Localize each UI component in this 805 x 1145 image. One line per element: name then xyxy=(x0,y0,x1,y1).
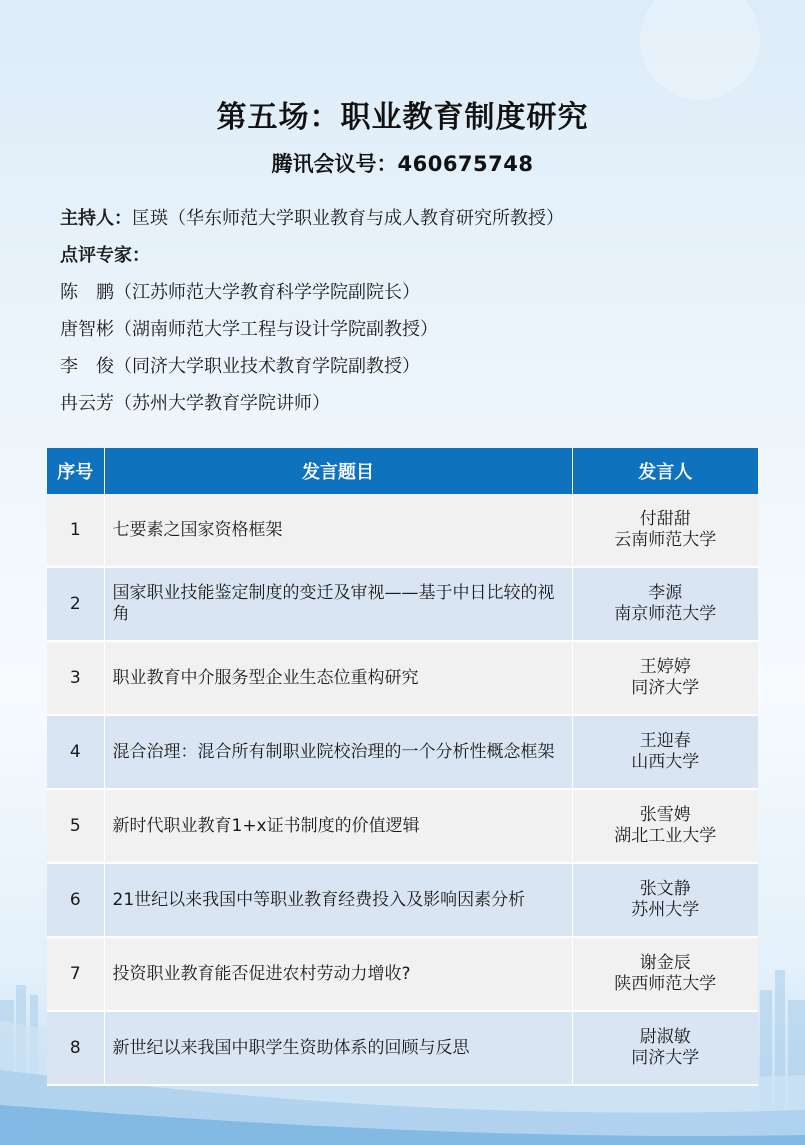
speaker-org: 陕西师范大学 xyxy=(614,974,717,994)
reviewers-label: 点评专家： xyxy=(60,245,150,266)
meeting-id xyxy=(0,148,805,178)
table-row xyxy=(47,494,758,567)
row-speaker xyxy=(572,937,758,1011)
speaker-name: 付甜甜 xyxy=(639,509,691,529)
table-row xyxy=(47,715,758,789)
speaker-name: 王婷婷 xyxy=(639,657,691,677)
table-row xyxy=(47,641,758,715)
row-speaker xyxy=(572,1011,758,1085)
row-speaker xyxy=(572,789,758,863)
host-line xyxy=(60,200,760,237)
row-speaker xyxy=(572,641,758,715)
speaker-name: 张雪娉 xyxy=(639,805,691,825)
row-speaker xyxy=(572,567,758,641)
speaker-name: 王迎春 xyxy=(639,731,691,751)
speaker-name: 尉淑敏 xyxy=(639,1027,691,1047)
row-number: 4 xyxy=(47,715,104,789)
row-topic: 21世纪以来我国中等职业教育经费投入及影响因素分析 xyxy=(104,863,572,937)
speaker-org: 云南师范大学 xyxy=(614,530,717,550)
reviewer-item: 冉云芳（苏州大学教育学院讲师） xyxy=(60,393,330,414)
speaker-org: 苏州大学 xyxy=(631,900,700,920)
row-number: 3 xyxy=(47,641,104,715)
row-speaker xyxy=(572,494,758,567)
row-topic: 国家职业技能鉴定制度的变迁及审视——基于中日比较的视角 xyxy=(104,567,572,641)
table-row xyxy=(47,1011,758,1085)
row-topic: 混合治理：混合所有制职业院校治理的一个分析性概念框架 xyxy=(104,715,572,789)
session-info xyxy=(60,200,760,422)
speaker-name: 张文静 xyxy=(639,879,691,899)
row-number: 5 xyxy=(47,789,104,863)
table-header-row xyxy=(47,448,758,494)
table-row xyxy=(47,789,758,863)
row-number: 7 xyxy=(47,937,104,1011)
row-topic: 职业教育中介服务型企业生态位重构研究 xyxy=(104,641,572,715)
table-row xyxy=(47,567,758,641)
schedule-table xyxy=(47,448,758,1086)
reviewer-item: 李 俊（同济大学职业技术教育学院副教授） xyxy=(60,356,420,377)
speaker-name: 谢金辰 xyxy=(639,953,691,973)
meeting-id-number: 460675748 xyxy=(397,152,534,176)
row-speaker xyxy=(572,863,758,937)
speaker-org: 南京师范大学 xyxy=(614,604,717,624)
speaker-org: 同济大学 xyxy=(631,678,700,698)
host-label: 主持人： xyxy=(60,208,132,229)
row-topic: 七要素之国家资格框架 xyxy=(104,494,572,567)
table-row xyxy=(47,863,758,937)
host-value: 匡瑛（华东师范大学职业教育与成人教育研究所教授） xyxy=(132,208,564,229)
row-speaker xyxy=(572,715,758,789)
reviewer-item: 陈 鹏（江苏师范大学教育科学学院副院长） xyxy=(60,282,420,303)
speaker-org: 同济大学 xyxy=(631,1048,700,1068)
speaker-org: 湖北工业大学 xyxy=(614,826,717,846)
meeting-id-label: 腾讯会议号： xyxy=(271,152,398,176)
row-topic: 投资职业教育能否促进农村劳动力增收? xyxy=(104,937,572,1011)
header-topic: 发言题目 xyxy=(104,448,572,494)
table-row xyxy=(47,937,758,1011)
row-topic: 新世纪以来我国中职学生资助体系的回顾与反思 xyxy=(104,1011,572,1085)
reviewer-item: 唐智彬（湖南师范大学工程与设计学院副教授） xyxy=(60,319,438,340)
row-number: 8 xyxy=(47,1011,104,1085)
row-topic: 新时代职业教育1+x证书制度的价值逻辑 xyxy=(104,789,572,863)
row-number: 1 xyxy=(47,494,104,567)
speaker-org: 山西大学 xyxy=(631,752,700,772)
header-speaker: 发言人 xyxy=(572,448,758,494)
speaker-name: 李源 xyxy=(648,583,683,603)
row-number: 6 xyxy=(47,863,104,937)
row-number: 2 xyxy=(47,567,104,641)
page-title: 第五场：职业教育制度研究 xyxy=(216,100,589,135)
header-number: 序号 xyxy=(47,448,104,494)
